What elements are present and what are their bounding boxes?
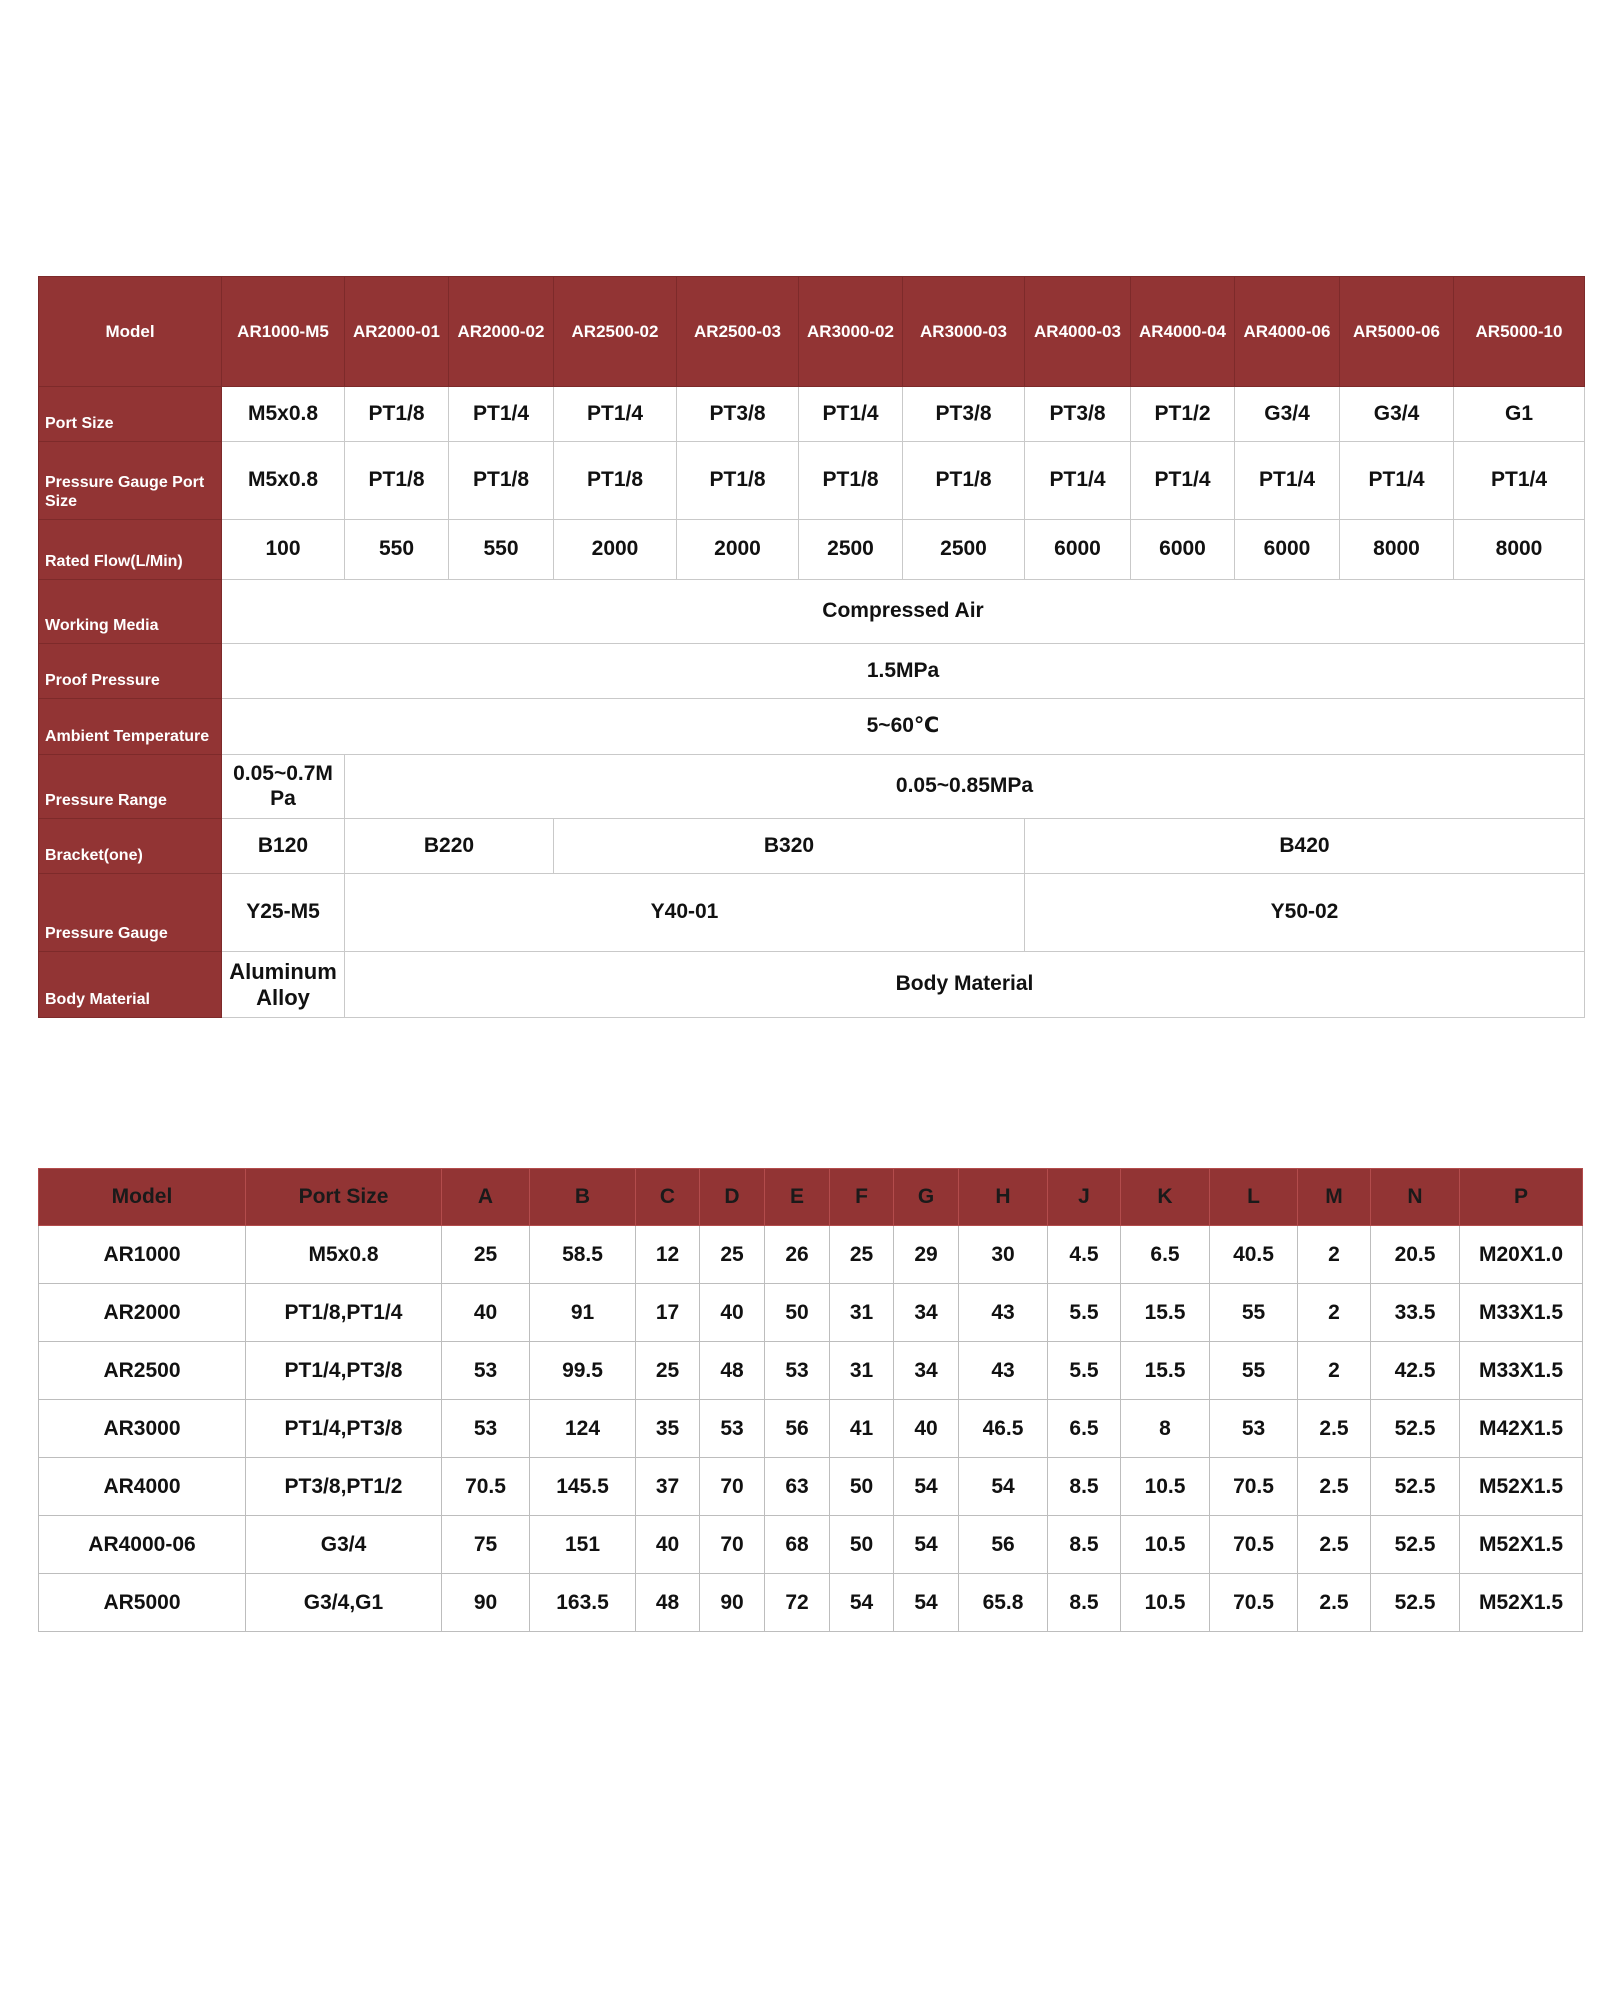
- table-cell: 52.5: [1371, 1400, 1460, 1458]
- gauge-port-size-cell: PT1/8: [449, 442, 554, 520]
- table-cell: 70.5: [442, 1458, 530, 1516]
- pressure-gauge-cell: Y25-M5: [222, 874, 345, 952]
- table-cell: 50: [830, 1458, 894, 1516]
- table-cell: 40: [442, 1284, 530, 1342]
- port-size-label: Port Size: [39, 387, 222, 442]
- pressure-gauge-cell: Y50-02: [1025, 874, 1585, 952]
- column-header: C: [636, 1169, 700, 1226]
- port-size-cell: G3/4: [1235, 387, 1340, 442]
- rated-flow-cell: 6000: [1131, 520, 1235, 580]
- table-cell: 8.5: [1048, 1516, 1121, 1574]
- proof-pressure-row: [39, 644, 1585, 699]
- table-cell: 4.5: [1048, 1226, 1121, 1284]
- table-cell: 151: [530, 1516, 636, 1574]
- gauge-port-size-cell: PT1/4: [1454, 442, 1585, 520]
- port-size-cell: PT3/8: [677, 387, 799, 442]
- dimension-table: [38, 1168, 1583, 1632]
- table-cell: 70.5: [1210, 1574, 1298, 1632]
- table-row: [39, 1342, 1583, 1400]
- table-row: [39, 1516, 1583, 1574]
- port-size-cell: PT1/4: [554, 387, 677, 442]
- model-cell: AR4000-04: [1131, 277, 1235, 387]
- gauge-port-size-cell: M5x0.8: [222, 442, 345, 520]
- gauge-port-size-cell: PT1/4: [1340, 442, 1454, 520]
- ambient-temperature-row: [39, 699, 1585, 755]
- table-cell: 70.5: [1210, 1458, 1298, 1516]
- table-cell: 2.5: [1298, 1516, 1371, 1574]
- table-cell: M52X1.5: [1460, 1516, 1583, 1574]
- table-cell: 25: [442, 1226, 530, 1284]
- ambient-temperature-value: 5~60℃: [222, 699, 1585, 755]
- column-header: Model: [39, 1169, 246, 1226]
- table-cell: AR1000: [39, 1226, 246, 1284]
- table-cell: 31: [830, 1342, 894, 1400]
- table-cell: 26: [765, 1226, 830, 1284]
- table-cell: 46.5: [959, 1400, 1048, 1458]
- table-cell: 52.5: [1371, 1574, 1460, 1632]
- rated-flow-cell: 6000: [1235, 520, 1340, 580]
- port-size-cell: G1: [1454, 387, 1585, 442]
- table-cell: 6.5: [1048, 1400, 1121, 1458]
- table-cell: 40.5: [1210, 1226, 1298, 1284]
- table-cell: 90: [700, 1574, 765, 1632]
- body-material-label: Body Material: [39, 952, 222, 1018]
- working-media-value: Compressed Air: [222, 580, 1585, 644]
- working-media-label: Working Media: [39, 580, 222, 644]
- port-size-cell: PT1/2: [1131, 387, 1235, 442]
- table-cell: 25: [830, 1226, 894, 1284]
- table-cell: 91: [530, 1284, 636, 1342]
- table-cell: AR5000: [39, 1574, 246, 1632]
- rated-flow-label: Rated Flow(L/Min): [39, 520, 222, 580]
- table-cell: M5x0.8: [246, 1226, 442, 1284]
- port-size-cell: PT1/8: [345, 387, 449, 442]
- table-cell: 12: [636, 1226, 700, 1284]
- table-row: [39, 1574, 1583, 1632]
- table-cell: 56: [959, 1516, 1048, 1574]
- gauge-port-size-cell: PT1/4: [1131, 442, 1235, 520]
- table-cell: 75: [442, 1516, 530, 1574]
- table-cell: 10.5: [1121, 1516, 1210, 1574]
- table-cell: 2.5: [1298, 1458, 1371, 1516]
- table-cell: 6.5: [1121, 1226, 1210, 1284]
- table-cell: 34: [894, 1342, 959, 1400]
- table-cell: PT1/4,PT3/8: [246, 1342, 442, 1400]
- port-size-cell: G3/4: [1340, 387, 1454, 442]
- rated-flow-cell: 550: [449, 520, 554, 580]
- table-cell: 33.5: [1371, 1284, 1460, 1342]
- table-cell: 72: [765, 1574, 830, 1632]
- column-header: L: [1210, 1169, 1298, 1226]
- table-cell: 124: [530, 1400, 636, 1458]
- body-material-row: [39, 952, 1585, 1018]
- table-cell: 54: [894, 1458, 959, 1516]
- model-cell: AR3000-02: [799, 277, 903, 387]
- model-cell: AR5000-10: [1454, 277, 1585, 387]
- table-cell: 2: [1298, 1284, 1371, 1342]
- table-cell: 53: [700, 1400, 765, 1458]
- table-cell: 10.5: [1121, 1574, 1210, 1632]
- table-cell: AR2500: [39, 1342, 246, 1400]
- table-cell: G3/4: [246, 1516, 442, 1574]
- model-cell: AR1000-M5: [222, 277, 345, 387]
- bracket-cell: B420: [1025, 819, 1585, 874]
- table-cell: PT3/8,PT1/2: [246, 1458, 442, 1516]
- column-header: A: [442, 1169, 530, 1226]
- dimension-header-row: [39, 1169, 1583, 1226]
- pressure-range-row: [39, 755, 1585, 819]
- rated-flow-cell: 2000: [554, 520, 677, 580]
- model-cell: AR2500-02: [554, 277, 677, 387]
- table-cell: 63: [765, 1458, 830, 1516]
- table-cell: 65.8: [959, 1574, 1048, 1632]
- table-cell: 8.5: [1048, 1574, 1121, 1632]
- table-cell: 42.5: [1371, 1342, 1460, 1400]
- table-cell: 163.5: [530, 1574, 636, 1632]
- table-cell: 15.5: [1121, 1284, 1210, 1342]
- table-cell: PT1/4,PT3/8: [246, 1400, 442, 1458]
- table-cell: 29: [894, 1226, 959, 1284]
- model-cell: AR2000-01: [345, 277, 449, 387]
- gauge-port-size-cell: PT1/4: [1235, 442, 1340, 520]
- column-header: G: [894, 1169, 959, 1226]
- table-cell: 8.5: [1048, 1458, 1121, 1516]
- table-cell: 40: [636, 1516, 700, 1574]
- table-cell: 30: [959, 1226, 1048, 1284]
- pressure-gauge-label: Pressure Gauge: [39, 874, 222, 952]
- bracket-label: Bracket(one): [39, 819, 222, 874]
- table-cell: 53: [1210, 1400, 1298, 1458]
- pressure-range-label: Pressure Range: [39, 755, 222, 819]
- table-cell: 35: [636, 1400, 700, 1458]
- column-header: D: [700, 1169, 765, 1226]
- rated-flow-cell: 8000: [1340, 520, 1454, 580]
- rated-flow-cell: 100: [222, 520, 345, 580]
- table-cell: 25: [700, 1226, 765, 1284]
- table-cell: 90: [442, 1574, 530, 1632]
- table-cell: 25: [636, 1342, 700, 1400]
- port-size-row: [39, 387, 1585, 442]
- table-cell: 70.5: [1210, 1516, 1298, 1574]
- column-header: P: [1460, 1169, 1583, 1226]
- table-cell: 54: [959, 1458, 1048, 1516]
- model-cell: AR2000-02: [449, 277, 554, 387]
- table-cell: AR2000: [39, 1284, 246, 1342]
- table-cell: 20.5: [1371, 1226, 1460, 1284]
- table-cell: M20X1.0: [1460, 1226, 1583, 1284]
- table-cell: 8: [1121, 1400, 1210, 1458]
- bracket-cell: B320: [554, 819, 1025, 874]
- table-cell: 15.5: [1121, 1342, 1210, 1400]
- port-size-cell: PT3/8: [903, 387, 1025, 442]
- table-cell: 58.5: [530, 1226, 636, 1284]
- column-header: M: [1298, 1169, 1371, 1226]
- pressure-range-first: 0.05~0.7MPa: [222, 755, 345, 819]
- table-row: [39, 1400, 1583, 1458]
- table-cell: M33X1.5: [1460, 1284, 1583, 1342]
- rated-flow-cell: 2500: [903, 520, 1025, 580]
- table-cell: 5.5: [1048, 1342, 1121, 1400]
- column-header: Port Size: [246, 1169, 442, 1226]
- body-material-first: Aluminum Alloy: [222, 952, 345, 1018]
- pressure-gauge-row: [39, 874, 1585, 952]
- dimension-body: [39, 1226, 1583, 1632]
- rated-flow-row: [39, 520, 1585, 580]
- table-cell: 55: [1210, 1342, 1298, 1400]
- table-cell: M52X1.5: [1460, 1458, 1583, 1516]
- port-size-cell: PT1/4: [449, 387, 554, 442]
- table-cell: 43: [959, 1342, 1048, 1400]
- column-header: E: [765, 1169, 830, 1226]
- model-cell: AR3000-03: [903, 277, 1025, 387]
- table-cell: M33X1.5: [1460, 1342, 1583, 1400]
- table-cell: AR4000: [39, 1458, 246, 1516]
- table-cell: 2.5: [1298, 1574, 1371, 1632]
- column-header: J: [1048, 1169, 1121, 1226]
- gauge-port-size-cell: PT1/8: [677, 442, 799, 520]
- ambient-temperature-label: Ambient Temperature: [39, 699, 222, 755]
- working-media-row: [39, 580, 1585, 644]
- column-header: H: [959, 1169, 1048, 1226]
- table-cell: 68: [765, 1516, 830, 1574]
- gauge-port-size-cell: PT1/8: [554, 442, 677, 520]
- table-cell: M52X1.5: [1460, 1574, 1583, 1632]
- column-header: N: [1371, 1169, 1460, 1226]
- table-cell: G3/4,G1: [246, 1574, 442, 1632]
- body-material-rest: Body Material: [345, 952, 1585, 1018]
- table-cell: 70: [700, 1516, 765, 1574]
- proof-pressure-value: 1.5MPa: [222, 644, 1585, 699]
- model-label: Model: [39, 277, 222, 387]
- pressure-range-rest: 0.05~0.85MPa: [345, 755, 1585, 819]
- table-cell: 17: [636, 1284, 700, 1342]
- table-cell: 48: [700, 1342, 765, 1400]
- spec-header-row: [39, 277, 1585, 387]
- table-cell: 50: [830, 1516, 894, 1574]
- bracket-cell: B120: [222, 819, 345, 874]
- table-cell: 34: [894, 1284, 959, 1342]
- table-cell: 2.5: [1298, 1400, 1371, 1458]
- table-row: [39, 1458, 1583, 1516]
- port-size-cell: M5x0.8: [222, 387, 345, 442]
- table-cell: 43: [959, 1284, 1048, 1342]
- rated-flow-cell: 2000: [677, 520, 799, 580]
- column-header: K: [1121, 1169, 1210, 1226]
- gauge-port-size-cell: PT1/8: [345, 442, 449, 520]
- table-cell: 40: [894, 1400, 959, 1458]
- table-cell: 56: [765, 1400, 830, 1458]
- model-cell: AR5000-06: [1340, 277, 1454, 387]
- table-cell: 5.5: [1048, 1284, 1121, 1342]
- spec-table: [38, 276, 1585, 1018]
- column-header: F: [830, 1169, 894, 1226]
- port-size-cell: PT3/8: [1025, 387, 1131, 442]
- pressure-gauge-cell: Y40-01: [345, 874, 1025, 952]
- table-cell: 40: [700, 1284, 765, 1342]
- rated-flow-cell: 6000: [1025, 520, 1131, 580]
- table-cell: 52.5: [1371, 1516, 1460, 1574]
- bracket-cell: B220: [345, 819, 554, 874]
- model-cell: AR4000-03: [1025, 277, 1131, 387]
- table-row: [39, 1226, 1583, 1284]
- model-cell: AR2500-03: [677, 277, 799, 387]
- table-cell: 41: [830, 1400, 894, 1458]
- table-row: [39, 1284, 1583, 1342]
- table-cell: AR3000: [39, 1400, 246, 1458]
- table-cell: M42X1.5: [1460, 1400, 1583, 1458]
- table-cell: 2: [1298, 1226, 1371, 1284]
- rated-flow-cell: 550: [345, 520, 449, 580]
- table-cell: 52.5: [1371, 1458, 1460, 1516]
- table-cell: 50: [765, 1284, 830, 1342]
- table-cell: AR4000-06: [39, 1516, 246, 1574]
- table-cell: 99.5: [530, 1342, 636, 1400]
- gauge-port-size-cell: PT1/8: [903, 442, 1025, 520]
- table-cell: 48: [636, 1574, 700, 1632]
- table-cell: PT1/8,PT1/4: [246, 1284, 442, 1342]
- rated-flow-cell: 2500: [799, 520, 903, 580]
- table-cell: 53: [442, 1400, 530, 1458]
- table-cell: 53: [442, 1342, 530, 1400]
- rated-flow-cell: 8000: [1454, 520, 1585, 580]
- gauge-port-size-cell: PT1/4: [1025, 442, 1131, 520]
- table-cell: 37: [636, 1458, 700, 1516]
- table-cell: 53: [765, 1342, 830, 1400]
- gauge-port-size-label: Pressure Gauge Port Size: [39, 442, 222, 520]
- table-cell: 54: [830, 1574, 894, 1632]
- gauge-port-size-row: [39, 442, 1585, 520]
- bracket-row: [39, 819, 1585, 874]
- table-cell: 2: [1298, 1342, 1371, 1400]
- table-cell: 10.5: [1121, 1458, 1210, 1516]
- table-cell: 145.5: [530, 1458, 636, 1516]
- table-cell: 54: [894, 1574, 959, 1632]
- column-header: B: [530, 1169, 636, 1226]
- table-cell: 54: [894, 1516, 959, 1574]
- proof-pressure-label: Proof Pressure: [39, 644, 222, 699]
- table-cell: 55: [1210, 1284, 1298, 1342]
- model-cell: AR4000-06: [1235, 277, 1340, 387]
- table-cell: 70: [700, 1458, 765, 1516]
- port-size-cell: PT1/4: [799, 387, 903, 442]
- table-cell: 31: [830, 1284, 894, 1342]
- gauge-port-size-cell: PT1/8: [799, 442, 903, 520]
